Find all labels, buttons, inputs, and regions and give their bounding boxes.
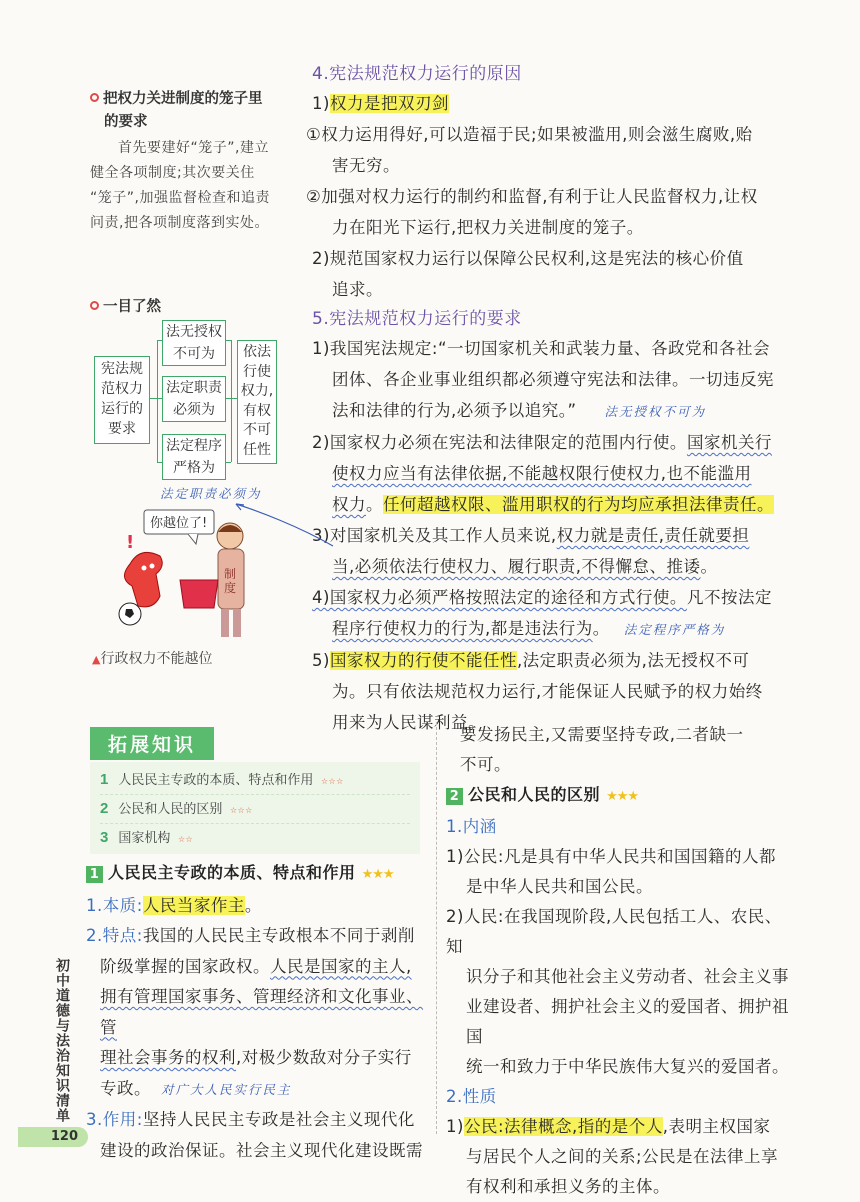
text: 坚持人民民主专政是社会主义现代化 (142, 1110, 415, 1129)
item-text: 公民和人民的区别 (118, 802, 223, 817)
sep: 。 (366, 495, 383, 514)
req-2a (312, 427, 792, 458)
num: 1) (312, 94, 330, 113)
num: 1) (446, 1117, 464, 1136)
req-5b: 为。只有依法规范权力运行,才能保证人民赋予的权力始终 (332, 682, 763, 701)
red-box (180, 580, 218, 608)
wavy-text: 人民是国家的主人, (270, 956, 412, 976)
continued-text: 不可。 (460, 755, 511, 774)
caption-text: 行政权力不能越位 (100, 651, 213, 667)
column-divider (436, 722, 437, 1134)
extension-banner: 拓展知识 (90, 727, 214, 760)
diagram-left-box (94, 356, 150, 444)
line-role-b: 建设的政治保证。社会主义现代化建设既需 (100, 1140, 423, 1160)
req-3a (312, 520, 792, 551)
wavy-text: 4)国家权力必须严格按照法定的途径和方式行使。 (312, 588, 687, 607)
text: 阶级掌握的国家政权。 (100, 956, 270, 976)
line: 要求 (108, 421, 136, 437)
item-text: 国家机构 (118, 831, 171, 846)
wavy-text: 拥有管理国家事务、管理经济和文化事业、管 (100, 987, 423, 1037)
side-title-1b: 的要求 (104, 114, 148, 130)
cartoon-illustration (108, 496, 338, 646)
line: 运行的 (101, 401, 143, 417)
line-feature-e (86, 1074, 428, 1106)
line: 行使 (243, 363, 271, 380)
connector (157, 340, 158, 462)
para-1b2: 力在阳光下运行,把权力关进制度的笼子。 (332, 218, 644, 237)
line: 法定职责 (166, 380, 222, 396)
circle-bullet-icon (90, 301, 99, 310)
people-def-c: 业建设者、拥护社会主义的爱国者、拥护祖国 (466, 997, 789, 1046)
req-4b (332, 613, 792, 645)
subheading-connotation: 1.内涵 (446, 817, 497, 836)
speech-text: 你越位了! (150, 516, 208, 531)
section-number-badge: 2 (446, 788, 463, 805)
highlight: 任何超越权限、滥用职权的行为均应承担法律责任。 (383, 495, 774, 514)
text: ,对极少数敌对分子实行 (236, 1048, 412, 1067)
connector (149, 398, 157, 399)
end: 。 (592, 619, 610, 638)
extension-knowledge (90, 727, 420, 854)
text: 2)国家权力必须在宪法和法律限定的范围内行使。 (312, 433, 687, 452)
connector (225, 462, 231, 463)
label: 3.作用: (86, 1110, 143, 1129)
item-num: 2 (100, 800, 109, 817)
text: 凡不按法定 (686, 588, 772, 607)
diagram-box-1 (162, 320, 226, 366)
nature-1c: 有权利和承担义务的主体。 (466, 1177, 670, 1196)
side-tip-1 (90, 88, 290, 236)
section-2 (446, 720, 798, 1202)
board-char: 度 (224, 581, 237, 595)
requirements-diagram (90, 318, 310, 488)
wavy-text: 权力 (332, 495, 366, 514)
text: 我国的人民民主专政根本不同于剥削 (142, 926, 415, 945)
nature-1b: 与居民个人之间的关系;公民是在法律上享 (466, 1147, 779, 1166)
item-num: 3 (100, 829, 109, 846)
extension-item (100, 795, 410, 824)
line: 范权力 (101, 381, 143, 397)
req-4a (312, 582, 792, 613)
people-def: 2)人民:在我国现阶段,人民包括工人、农民、知 (446, 907, 782, 956)
text: ,表明主权国家 (662, 1117, 771, 1136)
highlight: 人民当家作主 (142, 895, 245, 915)
line: 必须为 (173, 402, 215, 418)
circle-bullet-icon (90, 93, 99, 102)
para-2b: 追求。 (332, 280, 383, 299)
handwritten-note: 对广大人民实行民主 (161, 1081, 292, 1097)
pointer-arrow (236, 504, 333, 546)
text: 专政。 (100, 1078, 151, 1098)
req-5c: 用来为人民谋利益。 (332, 713, 485, 732)
req-1c (332, 395, 792, 427)
line: 健全各项制度;其次要关住 (90, 165, 255, 181)
extension-item (100, 766, 410, 795)
diagram-right-box (237, 340, 277, 464)
triangle-icon: ▲ (92, 653, 101, 666)
side-text-1 (90, 136, 290, 236)
req-2c (332, 489, 792, 520)
req-5a (312, 645, 792, 676)
para-1b: ②加强对权力运行的制约和监督,有利于让人民监督权力,让权 (306, 187, 758, 206)
item-text: 人民民主专政的本质、特点和作用 (118, 773, 314, 788)
line: 法无授权 (166, 324, 222, 340)
req-1b: 团体、各企业事业组织都必须遵守宪法和法律。一切违反宪 (332, 370, 774, 389)
main-top (306, 60, 792, 738)
line: 问责,把各项制度落到实处。 (90, 215, 269, 231)
heading-4: 4.宪法规范权力运行的原因 (312, 64, 522, 84)
line-feature-c (86, 982, 428, 1043)
star-icon: ☆☆☆ (321, 774, 345, 787)
wavy-text: 使权力应当有法律依据,不能越权限行使权力,也不能滥用 (332, 464, 752, 483)
wavy-text: 理社会事务的权利 (100, 1048, 236, 1067)
wavy-text: 程序行使权力的行为,都是违法行为 (332, 619, 593, 638)
handwritten-note: 法无授权不可为 (604, 404, 707, 419)
line: 法定程序 (166, 438, 222, 454)
title-text: 人民民主专政的本质、特点和作用 (108, 863, 356, 882)
end: 。 (244, 895, 262, 915)
people-def-b: 识分子和其他社会主义劳动者、社会主义事 (466, 967, 789, 986)
label: 1.本质: (86, 895, 143, 915)
line: 严格为 (173, 460, 215, 476)
highlight: 公民:法律概念,指的是个人 (463, 1117, 663, 1136)
citizen-def-b: 是中华人民共和国公民。 (466, 877, 653, 896)
line: 权力, (240, 383, 274, 399)
people-def-d: 统一和致力于中华民族伟大复兴的爱国者。 (466, 1057, 789, 1076)
line: 不可 (243, 422, 271, 438)
section-number-badge: 1 (86, 866, 103, 883)
wavy-text: 权力就是责任,责任就要担 (556, 526, 750, 545)
handwritten-note-side: 法定职责必须为 (160, 486, 262, 501)
wavy-text: 当,必须依法行使权力、履行职责,不得懈怠、推诿 (332, 557, 701, 576)
line: 依法 (243, 344, 271, 360)
star-icon: ★★★ (606, 789, 639, 804)
num: 5) (312, 651, 330, 670)
page-number: 120 (18, 1127, 88, 1147)
svg-text:!: ! (126, 532, 135, 553)
para-1a2: 害无穷。 (332, 156, 400, 175)
figure-caption (92, 648, 212, 668)
text: 法和法律的行为,必须予以追究。” (332, 401, 577, 420)
text: 3)对国家机关及其工作人员来说, (312, 526, 557, 545)
req-2b (332, 458, 792, 489)
handwritten-note: 法定程序严格为 (623, 622, 726, 637)
board-char: 制 (224, 567, 237, 581)
heading-5: 5.宪法规范权力运行的要求 (312, 309, 522, 329)
extension-item (100, 824, 410, 852)
para-2: 2)规范国家权力运行以保障公民权利,这是宪法的核心价值 (312, 249, 744, 268)
title-text: 把权力关进制度的笼子里 (103, 91, 263, 107)
side-title-1 (90, 88, 290, 111)
diagram-box-2 (162, 376, 226, 422)
section-1 (86, 858, 428, 1166)
section-1-title (86, 858, 428, 891)
line: 宪法规 (101, 361, 143, 377)
continued-text: 要发扬民主,又需要坚持专政,二者缺一 (460, 725, 744, 744)
star-icon: ☆☆☆ (230, 803, 254, 816)
nature-1 (446, 1112, 798, 1142)
para-1 (312, 88, 792, 119)
subheading-nature: 2.性质 (446, 1087, 497, 1106)
line: 有权 (243, 402, 271, 419)
line: 任性 (243, 441, 271, 458)
line-role (86, 1105, 428, 1136)
book-title-vertical: 初中道德与法治知识清单 (54, 958, 70, 1123)
req-3b (332, 551, 792, 582)
section-2-title (446, 780, 798, 812)
line: 首先要建好“笼子”,建立 (118, 140, 269, 156)
end: 。 (700, 557, 718, 576)
highlight: 权力是把双刃剑 (329, 94, 449, 113)
line: “笼子”,加强监督检查和追责 (90, 190, 270, 206)
title-text: 一目了然 (103, 299, 161, 315)
diagram-box-3 (162, 434, 226, 480)
side-title-2 (90, 296, 161, 319)
wavy-text: 国家机关行 (686, 433, 772, 452)
req-1: 1)我国宪法规定:“一切国家机关和武装力量、各政党和各社会 (312, 339, 771, 358)
line-feature (86, 921, 428, 952)
text: ,法定职责必须为,法无授权不可 (516, 651, 750, 670)
star-icon: ★★★ (361, 867, 394, 882)
line-feature-d (86, 1043, 428, 1074)
red-character (124, 552, 162, 606)
citizen-def: 1)公民:凡是具有中华人民共和国国籍的人都 (446, 847, 776, 866)
title-text: 公民和人民的区别 (468, 785, 601, 804)
highlight: 国家权力的行使不能任性 (329, 651, 517, 670)
line: 不可为 (173, 346, 215, 362)
line-feature-b (86, 952, 428, 983)
label: 2.特点: (86, 926, 143, 945)
line-essence (86, 891, 428, 922)
item-num: 1 (100, 771, 109, 788)
extension-list (90, 762, 420, 854)
connector (231, 340, 232, 462)
star-icon: ☆☆ (178, 832, 194, 845)
para-1a: ①权力运用得好,可以造福于民;如果被滥用,则会滋生腐败,贻 (306, 125, 753, 144)
